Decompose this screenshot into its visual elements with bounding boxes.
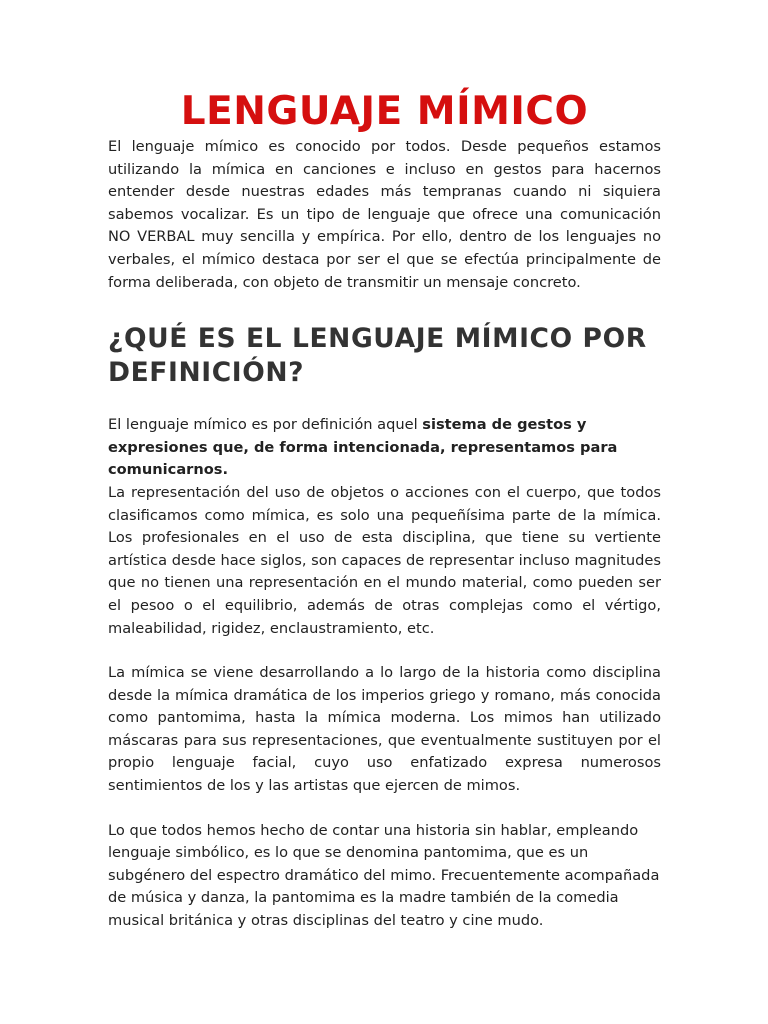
intro-paragraph: El lenguaje mímico es conocido por todos. Desde pequeños estamos utilizando la mímica en canciones e incluso en gestos para hacernos entender desde nuestras edades más tempranas cuando ni siquiera sabemos vocalizar. Es un tipo de lenguaje que ofrece una comunicación NO VERBAL muy sencilla y empírica. Por ello, dentro de los lenguajes no verbales, el mímico destaca por ser el que se efectúa principalmente de forma deliberada, con objeto de transmitir un mensaje concreto.: [108, 138, 661, 291]
section-heading: ¿QUÉ ES EL LENGUAJE MÍMICO POR DEFINICIÓN?: [108, 323, 647, 389]
history-paragraph: La mímica se viene desarrollando a lo largo de la historia como disciplina desde la mímica dramática de los imperios griego y romano, más conocida como pantomima, hasta la mímica moderna. Los mimos han utilizado máscaras para sus representaciones, que eventualmente sustituyen por el propio lenguaje facial, cuyo uso enfatizado expresa numerosos sentimientos de los y las artistas que ejercen de mimos.: [108, 664, 661, 795]
definition-bold: sistema de gestos y expresiones que, de forma intencionada, representamos para comunicarnos.: [108, 416, 618, 479]
definition-paragraph: [108, 414, 661, 482]
document-title: LENGUAJE MÍMICO: [180, 89, 589, 134]
representation-paragraph: La representación del uso de objetos o acciones con el cuerpo, que todos clasificamos como mímica, es solo una pequeñísima parte de la mímica. Los profesionales en el uso de esta disciplina, que tiene su vertiente artística desde hace siglos, son capaces de representar incluso magnitudes que no tienen una representación en el mundo material, como pueden ser el pesoo o el equilibrio, además de otras complejas como el vértigo, maleabilidad, rigidez, enclaustramiento, etc.: [108, 483, 661, 637]
pantomime-paragraph: Lo que todos hemos hecho de contar una historia sin hablar, empleando lenguaje simbólico, es lo que se denomina pantomima, que es un subgénero del espectro dramático del mimo. Frecuentemente acompañada de música y danza, la pantomima es la madre también de la comedia musical británica y otras disciplinas del teatro y cine mudo.: [108, 821, 660, 930]
definition-lead: El lenguaje mímico es por definición aquel: [108, 416, 423, 434]
document-page: [108, 88, 661, 933]
